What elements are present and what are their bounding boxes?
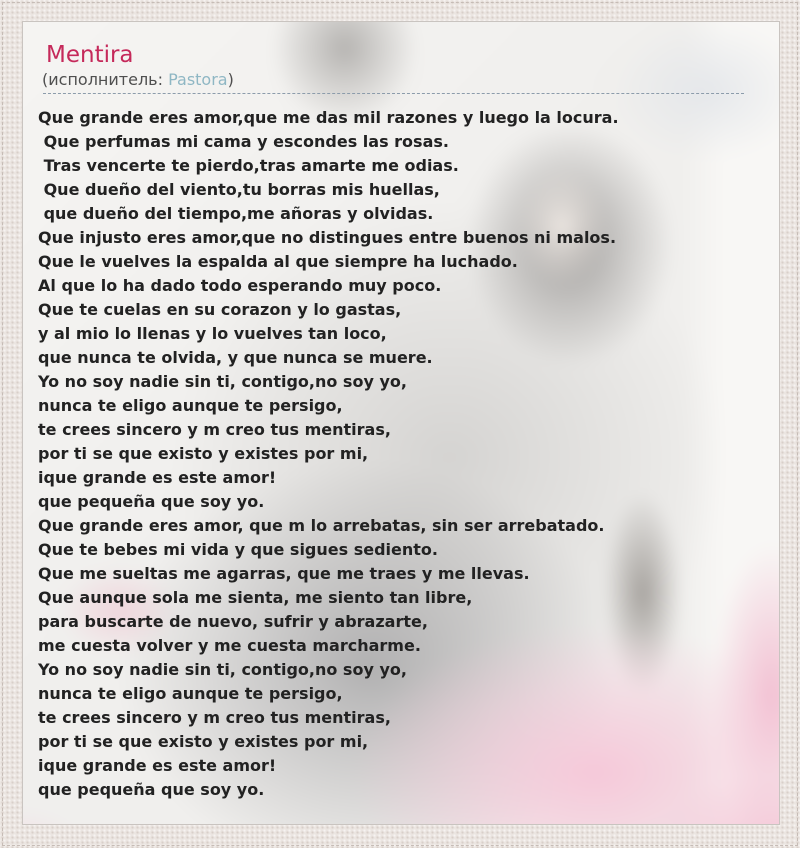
- lyric-line: Que grande eres amor, que m lo arrebatas, sin ser arrebatado.: [38, 516, 605, 535]
- lyric-line: Que grande eres amor,que me das mil razones y luego la locura.: [38, 108, 619, 127]
- lyric-line: que pequeña que soy yo.: [38, 492, 265, 511]
- lyric-line: nunca te eligo aunque te persigo,: [38, 684, 343, 703]
- artist-line: [42, 69, 764, 90]
- lyric-line: para buscarte de nuevo, sufrir y abrazarte,: [38, 612, 428, 631]
- lyric-line: Yo no soy nadie sin ti, contigo,no soy yo,: [38, 660, 407, 679]
- lyric-line: Que me sueltas me agarras, que me traes y me llevas.: [38, 564, 530, 583]
- header-separator: [43, 93, 744, 94]
- lyrics-card: [22, 21, 780, 825]
- song-title: Mentira: [46, 42, 134, 68]
- lyric-line: ique grande es este amor!: [38, 756, 277, 775]
- lyric-line: nunca te eligo aunque te persigo,: [38, 396, 343, 415]
- artist-label: (исполнитель:: [42, 70, 169, 89]
- lyric-line: Que dueño del viento,tu borras mis huellas,: [38, 180, 440, 199]
- card-content: [23, 22, 779, 802]
- lyric-line: Que aunque sola me sienta, me siento tan libre,: [38, 588, 473, 607]
- lyric-line: me cuesta volver y me cuesta marcharme.: [38, 636, 421, 655]
- lyric-line: Tras vencerte te pierdo,tras amarte me odias.: [38, 156, 459, 175]
- lyric-line: te crees sincero y m creo tus mentiras,: [38, 708, 391, 727]
- lyric-line: Que le vuelves la espalda al que siempre ha luchado.: [38, 252, 518, 271]
- lyric-line: ique grande es este amor!: [38, 468, 277, 487]
- lyric-line: por ti se que existo y existes por mi,: [38, 732, 369, 751]
- lyric-line: Que te bebes mi vida y que sigues sediento.: [38, 540, 438, 559]
- lyric-line: y al mio lo llenas y lo vuelves tan loco,: [38, 324, 387, 343]
- lyric-line: que dueño del tiempo,me añoras y olvidas.: [38, 204, 434, 223]
- lyric-line: Que injusto eres amor,que no distingues entre buenos ni malos.: [38, 228, 617, 247]
- artist-link[interactable]: Pastora: [168, 70, 228, 89]
- lyric-line: que nunca te olvida, y que nunca se muere.: [38, 348, 433, 367]
- lyric-line: por ti se que existo y existes por mi,: [38, 444, 369, 463]
- lyric-line: Que perfumas mi cama y escondes las rosas.: [38, 132, 449, 151]
- lyrics-text: [38, 106, 764, 802]
- lyric-line: Yo no soy nadie sin ti, contigo,no soy yo,: [38, 372, 407, 391]
- lyric-line: Al que lo ha dado todo esperando muy poco.: [38, 276, 442, 295]
- lyric-line: te crees sincero y m creo tus mentiras,: [38, 420, 391, 439]
- artist-close-paren: ): [227, 70, 234, 89]
- lyric-line: Que te cuelas en su corazon y lo gastas,: [38, 300, 402, 319]
- lyric-line: que pequeña que soy yo.: [38, 780, 265, 799]
